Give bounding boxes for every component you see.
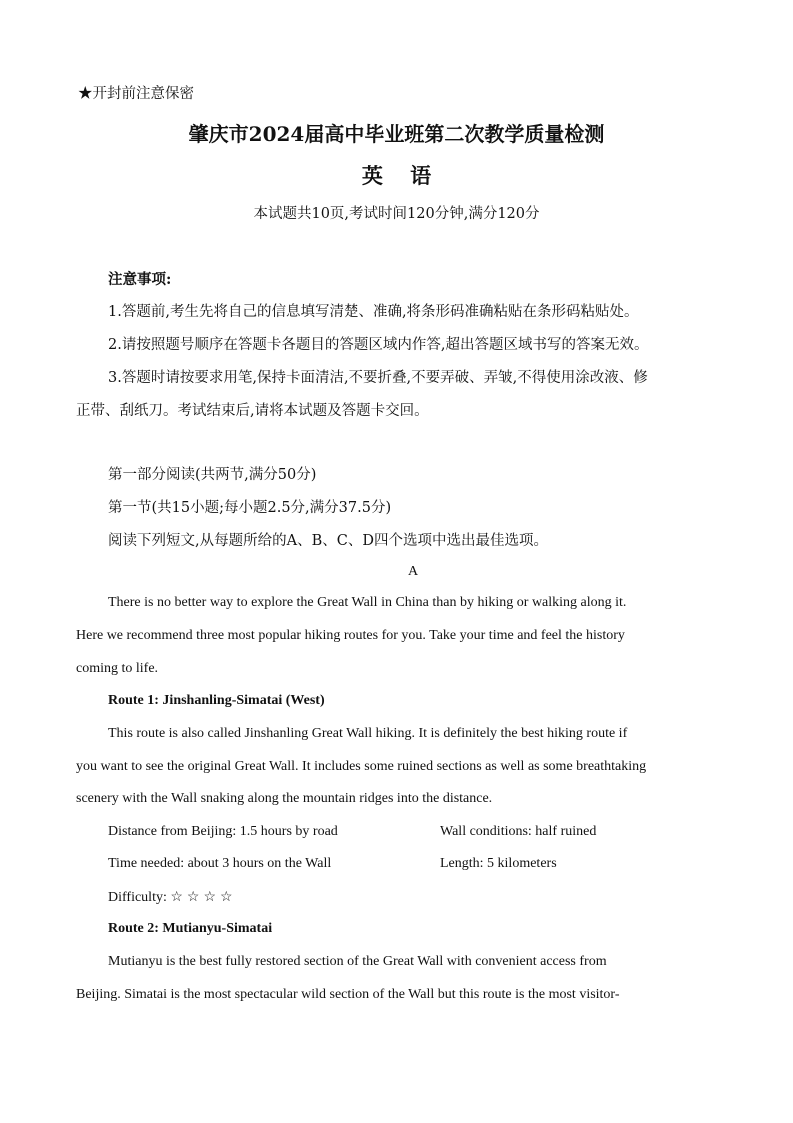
route-1-heading: Route 1: Jinshanling-Simatai (West) — [108, 693, 325, 708]
route-1-wall-conditions: Wall conditions: half ruined — [440, 824, 597, 839]
notice-item-1: 1.答题前,考生先将自己的信息填写清楚、准确,将条形码准确粘贴在条形码粘贴处。 — [108, 304, 639, 320]
passage-letter: A — [408, 564, 419, 579]
route-1-line-3: scenery with the Wall snaking along the mountain ridges into the distance. — [76, 791, 493, 806]
route-2-heading: Route 2: Mutianyu-Simatai — [108, 921, 273, 936]
route-1-time-needed: Time needed: about 3 hours on the Wall — [108, 856, 332, 871]
route-1-difficulty — [108, 889, 237, 906]
difficulty-label: Difficulty: — [108, 890, 167, 905]
route-1-distance: Distance from Beijing: 1.5 hours by road — [108, 824, 338, 839]
route-1-length: Length: 5 kilometers — [440, 856, 557, 871]
passage-intro-line-1: There is no better way to explore the Great Wall in China than by hiking or walking along it. — [108, 595, 627, 610]
part-title: 第一部分阅读(共两节,满分50分) — [108, 467, 317, 483]
route-1-line-2: you want to see the original Great Wall. It includes some ruined sections as well as some breathtaking — [76, 759, 647, 774]
notice-item-3-line-1: 3.答题时请按要求用笔,保持卡面清洁,不要折叠,不要弄破、弄皱,不得使用涂改液、修 — [108, 370, 648, 386]
passage-intro-line-3: coming to life. — [76, 661, 159, 676]
difficulty-stars-icon: ☆☆☆☆ — [170, 890, 237, 905]
notice-item-3-line-2: 正带、刮纸刀。考试结束后,请将本试题及答题卡交回。 — [76, 403, 429, 419]
exam-title: 肇庆市2024届高中毕业班第二次教学质量检测 — [188, 122, 605, 146]
instruction: 阅读下列短文,从每题所给的A、B、C、D四个选项中选出最佳选项。 — [108, 533, 548, 549]
route-1-line-1: This route is also called Jinshanling Great Wall hiking. It is definitely the best hiking route if — [108, 726, 628, 741]
notice-item-2: 2.请按照题号顺序在答题卡各题目的答题区域内作答,超出答题区域书写的答案无效。 — [108, 337, 649, 353]
subject-title: 英 语 — [361, 163, 442, 188]
exam-info: 本试题共10页,考试时间120分钟,满分120分 — [253, 206, 540, 222]
confidential-notice: ★开封前注意保密 — [78, 86, 194, 102]
route-2-line-1: Mutianyu is the best fully restored section of the Great Wall with convenient access from — [108, 954, 607, 969]
route-2-line-2: Beijing. Simatai is the most spectacular wild section of the Wall but this route is the most visitor- — [76, 987, 620, 1002]
passage-intro-line-2: Here we recommend three most popular hiking routes for you. Take your time and feel the history — [76, 628, 625, 643]
notices-heading: 注意事项: — [108, 271, 172, 288]
section-title: 第一节(共15小题;每小题2.5分,满分37.5分) — [108, 500, 392, 516]
